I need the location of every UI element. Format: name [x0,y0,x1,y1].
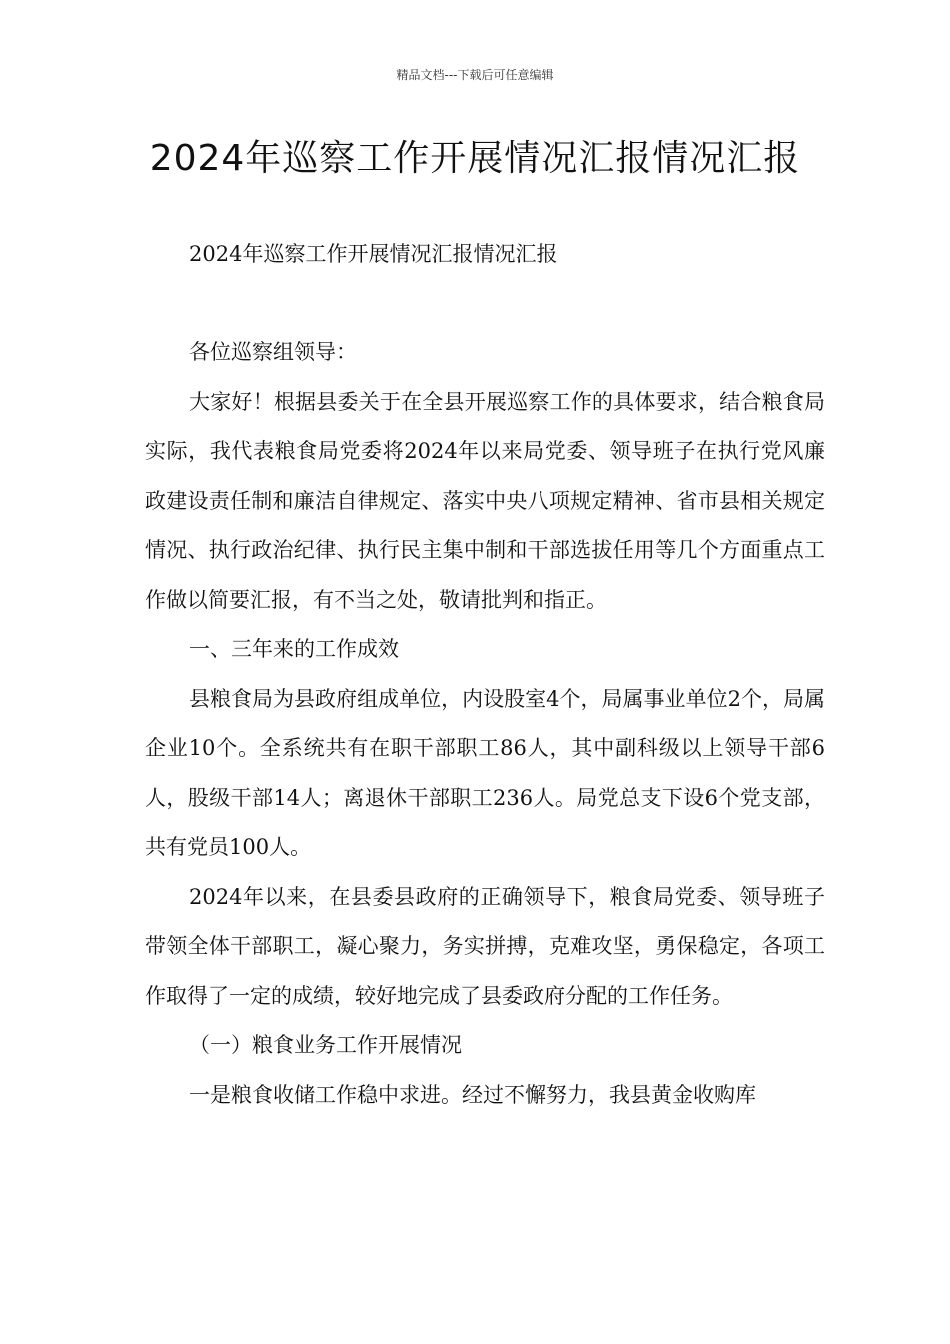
body-paragraph: 2024年以来，在县委县政府的正确领导下，粮食局党委、领导班子带领全体干部职工，凝心聚力，务实拼搏，克难攻坚，勇保稳定，各项工作取得了一定的成绩，较好地完成了县委政府分配的工作任务。 [145,884,825,1008]
body-paragraph: 一是粮食收储工作稳中求进。经过不懈努力，我县黄金收购库 [189,1082,756,1107]
section-heading: 一、三年来的工作成效 [189,637,399,661]
document-title: 2024年巡察工作开展情况汇报情况汇报 [149,138,801,179]
subsection-heading: （一）粮食业务工作开展情况 [189,1033,462,1057]
subtitle-block [145,230,825,280]
document-body [145,328,825,1120]
body-paragraph: 大家好！根据县委关于在全县开展巡察工作的具体要求，结合粮食局实际，我代表粮食局党委将2024年以来局党委、领导班子在执行党风廉政建设责任制和廉洁自律规定、落实中央八项规定精神、省市县相关规定情况、执行政治纪律、执行民主集中制和干部选拔任用等几个方面重点工作做以简要汇报，有不当之处，敬请批判和指正。 [145,389,825,612]
body-paragraph: 县粮食局为县政府组成单位，内设股室4个，局属事业单位2个，局属企业10个。全系统共有在职干部职工86人，其中副科级以上领导干部6人，股级干部14人；离退休干部职工236人。局党总支下设6个党支部，共有党员100人。 [145,686,825,859]
document-subtitle: 2024年巡察工作开展情况汇报情况汇报 [189,242,558,266]
salutation: 各位巡察组领导： [189,340,357,364]
header-note: 精品文档---下载后可任意编辑 [396,68,554,82]
